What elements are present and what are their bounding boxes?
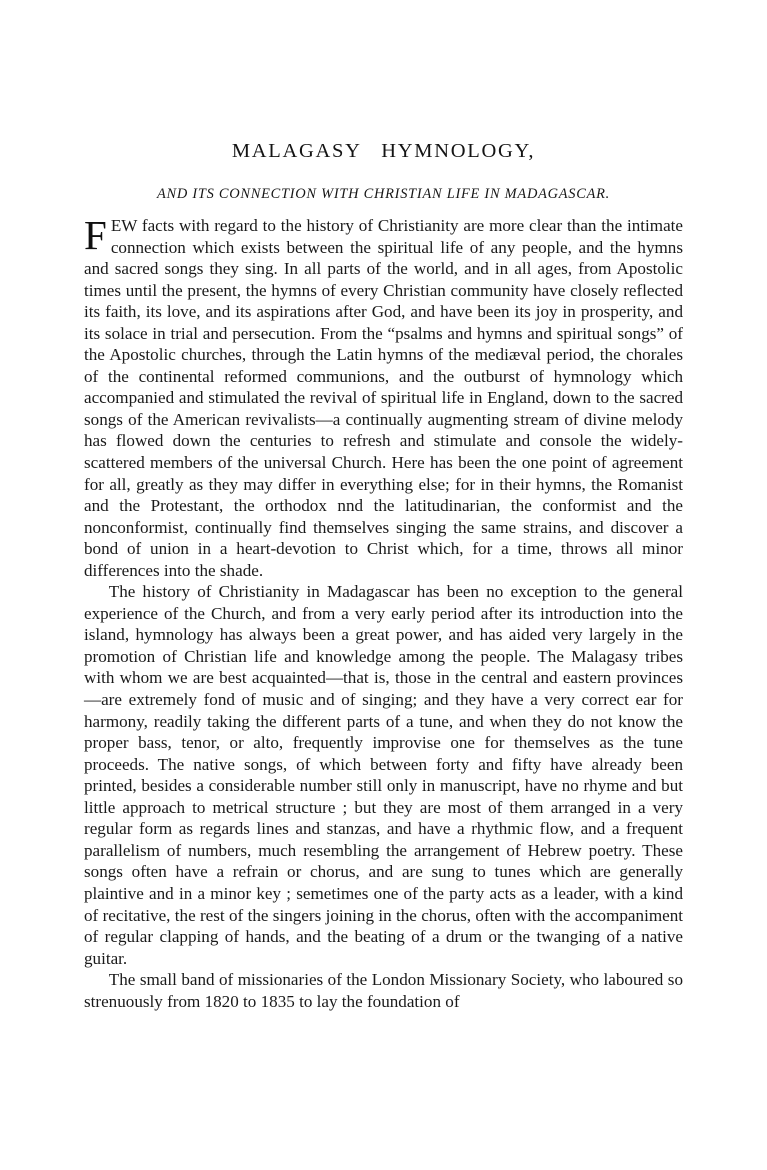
paragraph-1-text: EW facts with regard to the history of Christianity are more clear than the intimate connection which exists between the spiritual life of any people, and the hymns and sacred songs they sing. In all parts of the world, and in all ages, from Apostolic times until the present, the hymns of every Christian community have closely reflected its faith, its love, and its aspirations after God, and have been its joy in prosperity, and its solace in trial and persecution. From the “psalms and hymns and spiritual songs” of the Apostolic churches, through the Latin hymns of the mediæval period, the chorales of the continental reformed communions, and the outburst of hymnology which accompanied and stimulated the revival of spiritual life in England, down to the sacred songs of the American revivalists—a continually augmenting stream of divine melody has flowed down the centuries to refresh and stimulate and console the widely-scattered members of the universal Church. Here has been the one point of agreement for all, greatly as they may differ in everything else; for in their hymns, the Romanist and the Protestant, the orthodox nnd the latitudinarian, the conformist and the nonconformist, continually find themselves singing the same strains, and discover a bond of union in a heart-devotion to Christ which, for a time, throws all minor differences into the shade.: [84, 216, 683, 580]
drop-cap-initial: F: [84, 212, 107, 258]
paragraph-3: The small band of missionaries of the London Missionary Society, who laboured so strenuously from 1820 to 1835 to lay the foundation of: [84, 970, 683, 1011]
paragraph-2: The history of Christianity in Madagascar has been no exception to the general experience of the Church, and from a very early period after its introduction into the island, hymnology has always been a great power, and has aided very largely in the promotion of Christian life and knowledge among the people. The Malagasy tribes with whom we are best acquainted—that is, those in the central and eastern provinces—are extremely fond of music and of singing; and they have a very correct ear for harmony, readily taking the different parts of a tune, and when they do not know the proper bass, tenor, or alto, frequently improvise one for themselves as the tune proceeds. The native songs, of which between forty and fifty have already been printed, besides a considerable number still only in manuscript, have no rhyme and but little approach to metrical structure ; but they are most of them arranged in a very regular form as regards lines and stanzas, and have a rhythmic flow, and a frequent parallelism of numbers, much resembling the arrangement of Hebrew poetry. These songs often have a refrain or chorus, and are sung to tunes which are generally plaintive and in a minor key ; semetimes one of the party acts as a leader, with a kind of recitative, the rest of the singers joining in the chorus, often with the accompaniment of regular clapping of hands, and the beating of a drum or the twanging of a native guitar.: [84, 582, 683, 968]
text-block: [84, 138, 683, 1012]
article-subtitle: AND ITS CONNECTION WITH CHRISTIAN LIFE IN MADAGASCAR.: [156, 186, 611, 202]
paragraph-1: [84, 212, 683, 581]
page-title: MALAGASY HYMNOLOGY,: [231, 140, 536, 162]
body-copy: [84, 212, 683, 1012]
